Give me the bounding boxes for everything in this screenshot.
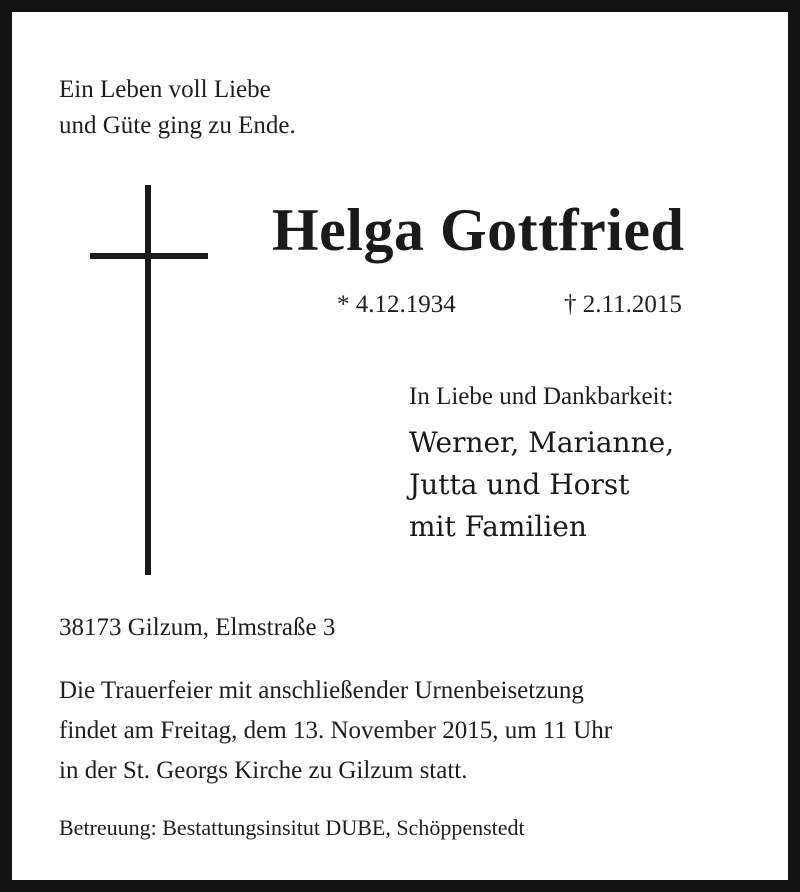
intro-line-2: und Güte ging zu Ende. [59,112,296,139]
cross-horizontal-bar [90,253,208,259]
ceremony-line-3: in der St. Georgs Kirche zu Gilzum statt. [59,757,468,784]
mourners-line-2: Jutta und Horst [409,468,630,501]
intro-line-1: Ein Leben voll Liebe [59,76,271,103]
mourners-names [409,422,674,548]
address: 38173 Gilzum, Elmstraße 3 [59,614,336,641]
intro-text [59,72,296,144]
mourners-line-3: mit Familien [409,510,587,543]
ceremony-text [59,671,612,791]
mourners-line-1: Werner, Marianne, [409,426,675,459]
mourners-heading: In Liebe und Dankbarkeit: [409,383,674,410]
death-date: † 2.11.2015 [564,291,682,318]
funeral-home: Betreuung: Bestattungsinsitut DUBE, Schöppenstedt [59,815,525,840]
birth-date: * 4.12.1934 [337,291,456,318]
deceased-name: Helga Gottfried [272,197,685,263]
cross-vertical-bar [145,185,151,575]
ceremony-line-2: findet am Freitag, dem 13. November 2015, um 11 Uhr [59,717,613,744]
ceremony-line-1: Die Trauerfeier mit anschließender Urnenbeisetzung [59,677,584,704]
